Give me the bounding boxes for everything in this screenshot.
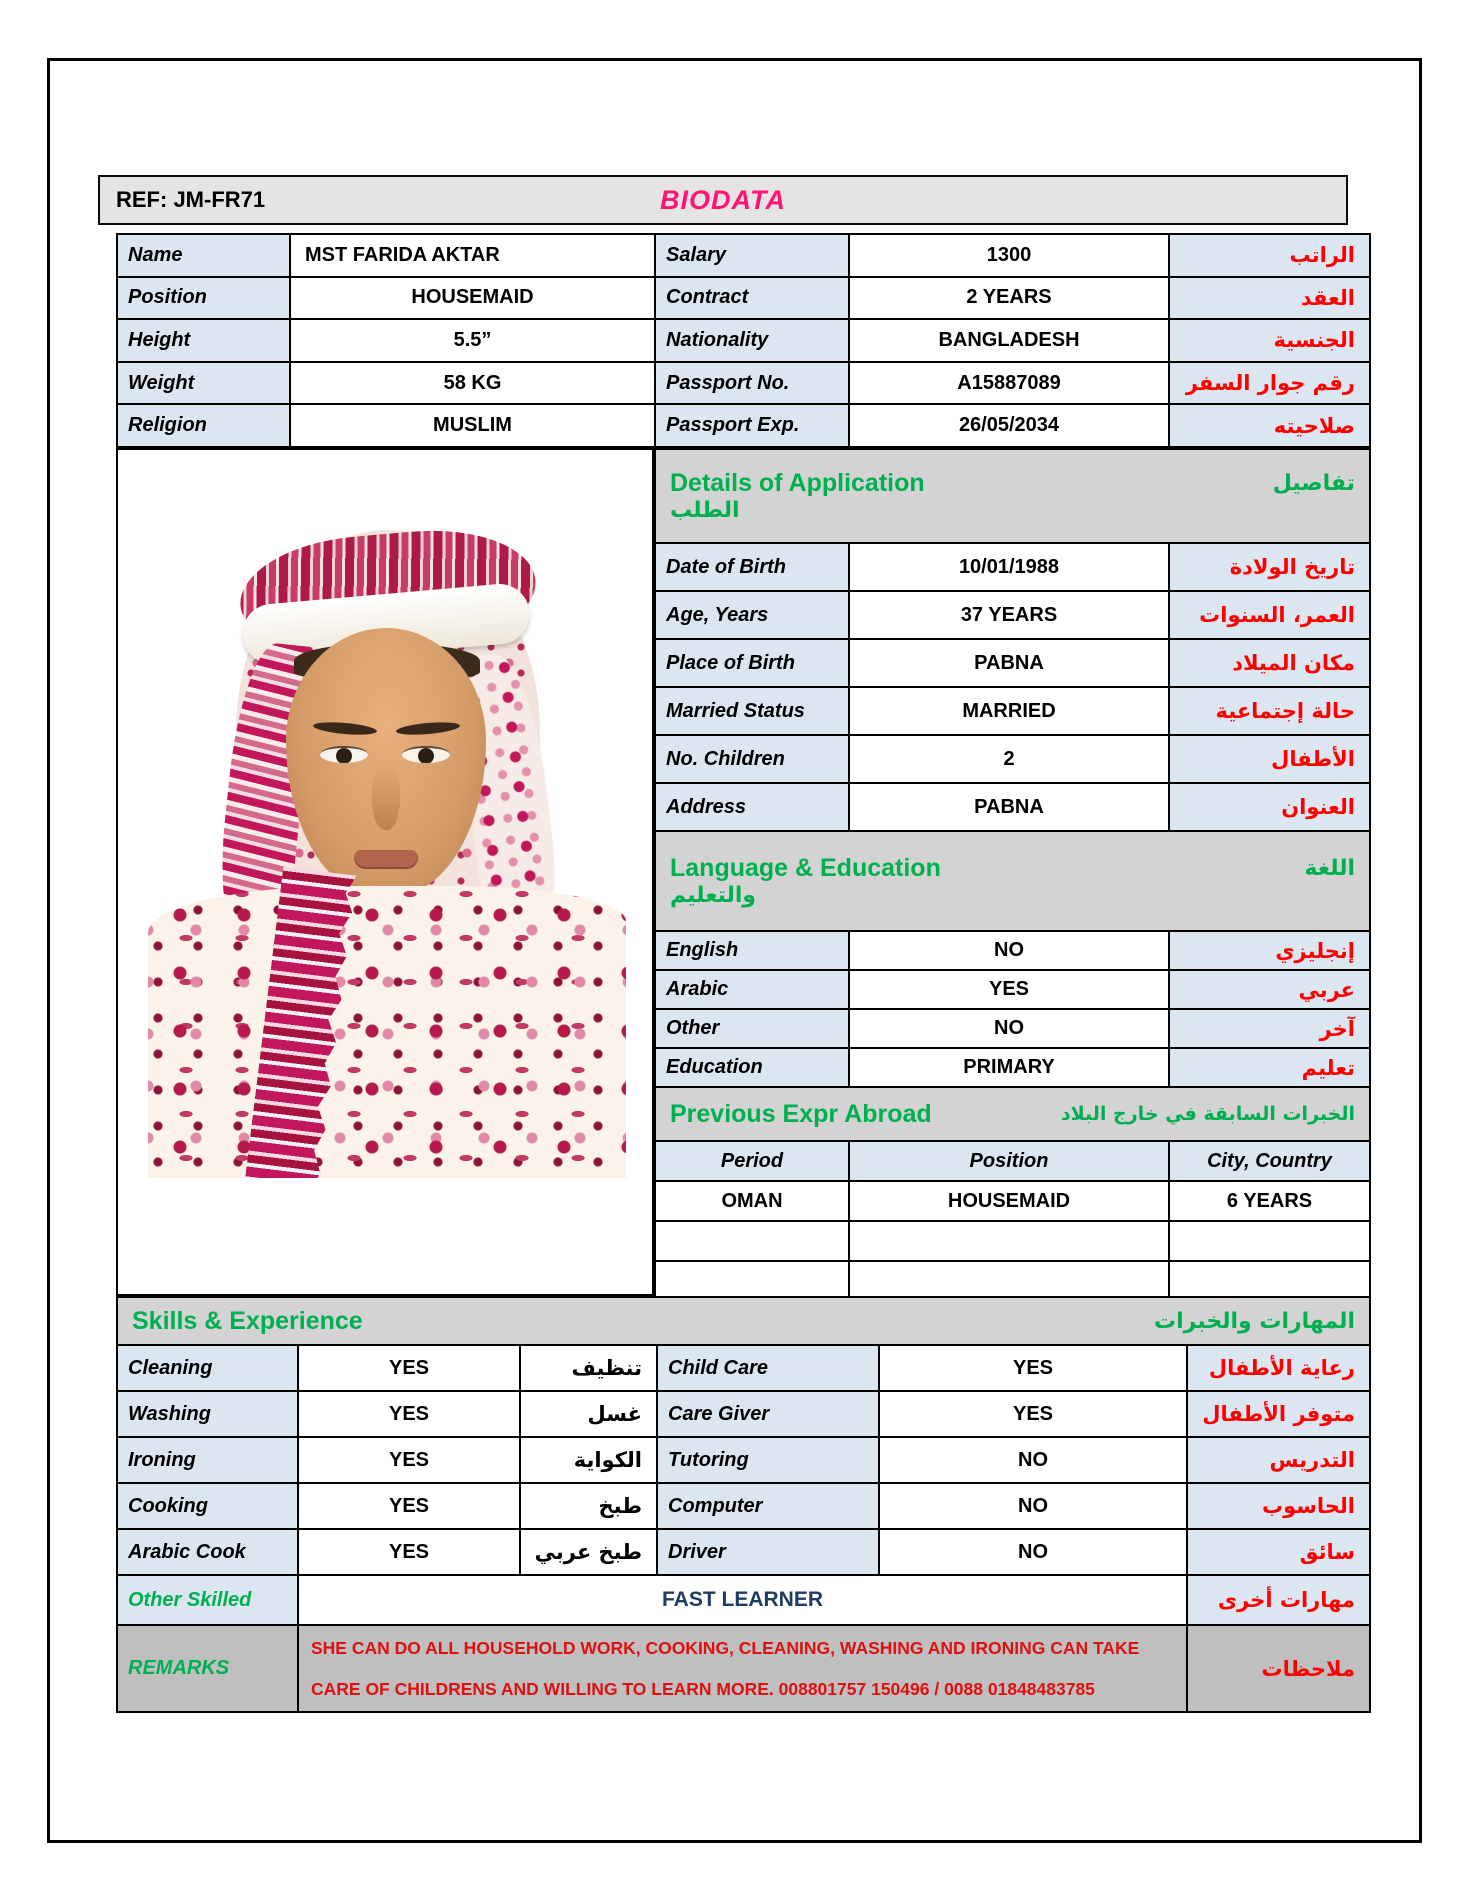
experience-col-city: City, Country: [1170, 1142, 1369, 1180]
experience-section-header: [656, 1088, 1369, 1140]
document-title: BIODATA: [660, 184, 786, 215]
tutoring-arabic-label: التدريس: [1188, 1438, 1369, 1482]
ironing-value: YES: [299, 1438, 519, 1482]
details-section-header: [656, 450, 1369, 542]
birthplace-label: Place of Birth: [656, 640, 848, 686]
details-heading-arabic-line2: الطلب: [670, 498, 740, 523]
care-giver-value: YES: [880, 1392, 1186, 1436]
experience-heading-arabic: الخبرات السابقة في خارج البلاد: [1060, 1103, 1355, 1125]
cooking-label: Cooking: [118, 1484, 297, 1528]
other-skilled-value: FAST LEARNER: [299, 1576, 1186, 1624]
other-language-label: Other: [656, 1010, 848, 1047]
other-language-value: NO: [850, 1010, 1168, 1047]
nationality-label: Nationality: [656, 320, 848, 361]
passport-no-label: Passport No.: [656, 363, 848, 404]
cooking-arabic-label: طبخ: [521, 1484, 656, 1528]
cooking-value: YES: [299, 1484, 519, 1528]
language-section-header: [656, 832, 1369, 930]
remarks-arabic-label: ملاحظات: [1188, 1626, 1369, 1711]
passport-exp-arabic-label: صلاحيته: [1170, 405, 1369, 446]
care-giver-arabic-label: متوفر الأطفال: [1188, 1392, 1369, 1436]
header-bar: [98, 175, 1348, 225]
arabic-cook-value: YES: [299, 1530, 519, 1574]
experience-col-period: Period: [656, 1142, 848, 1180]
salary-value: 1300: [850, 235, 1168, 276]
address-arabic-label: العنوان: [1170, 784, 1369, 830]
experience-heading: Previous Expr Abroad: [670, 1099, 932, 1128]
ironing-arabic-label: الكواية: [521, 1438, 656, 1482]
nationality-arabic-label: الجنسية: [1170, 320, 1369, 361]
contract-arabic-label: العقد: [1170, 278, 1369, 319]
height-value: 5.5”: [291, 320, 654, 361]
passport-exp-label: Passport Exp.: [656, 405, 848, 446]
children-label: No. Children: [656, 736, 848, 782]
address-label: Address: [656, 784, 848, 830]
passport-no-arabic-label: رقم جوار السفر: [1170, 363, 1369, 404]
experience-row-city: [1170, 1222, 1369, 1260]
experience-row-position: [850, 1222, 1168, 1260]
dob-value: 10/01/1988: [850, 544, 1168, 590]
married-status-value: MARRIED: [850, 688, 1168, 734]
english-label: English: [656, 932, 848, 969]
age-arabic-label: العمر، السنوات: [1170, 592, 1369, 638]
language-heading-arabic: اللغة: [1304, 856, 1355, 881]
applicant-photo: [148, 478, 626, 1178]
address-value: PABNA: [850, 784, 1168, 830]
education-value: PRIMARY: [850, 1049, 1168, 1086]
driver-label: Driver: [658, 1530, 878, 1574]
arabic-cook-arabic-label: طبخ عربي: [521, 1530, 656, 1574]
married-status-arabic-label: حالة إجتماعية: [1170, 688, 1369, 734]
tutoring-value: NO: [880, 1438, 1186, 1482]
experience-row-city: [1170, 1262, 1369, 1300]
salary-arabic-label: الراتب: [1170, 235, 1369, 276]
child-care-arabic-label: رعاية الأطفال: [1188, 1346, 1369, 1390]
salary-label: Salary: [656, 235, 848, 276]
child-care-label: Child Care: [658, 1346, 878, 1390]
tutoring-label: Tutoring: [658, 1438, 878, 1482]
document-page: [47, 58, 1422, 1843]
washing-arabic-label: غسل: [521, 1392, 656, 1436]
experience-row-period: OMAN: [656, 1182, 848, 1220]
driver-value: NO: [880, 1530, 1186, 1574]
other-language-arabic-label: آخر: [1170, 1010, 1369, 1047]
photo-eye-left: [320, 746, 368, 763]
experience-col-position: Position: [850, 1142, 1168, 1180]
other-skilled-label: Other Skilled: [118, 1576, 297, 1624]
cleaning-value: YES: [299, 1346, 519, 1390]
age-label: Age, Years: [656, 592, 848, 638]
remarks-label: REMARKS: [118, 1626, 297, 1711]
remarks-line-1: SHE CAN DO ALL HOUSEHOLD WORK, COOKING, CLEANING, WASHING AND IRONING CAN TAKE: [311, 1637, 1140, 1658]
dob-arabic-label: تاريخ الولادة: [1170, 544, 1369, 590]
name-label: Name: [118, 235, 289, 276]
birthplace-value: PABNA: [850, 640, 1168, 686]
education-label: Education: [656, 1049, 848, 1086]
language-heading: Language & Education: [670, 854, 941, 882]
experience-row-period: [656, 1222, 848, 1260]
arabic-value: YES: [850, 971, 1168, 1008]
position-label: Position: [118, 278, 289, 319]
photo-iris-right: [418, 748, 434, 763]
dob-label: Date of Birth: [656, 544, 848, 590]
children-arabic-label: الأطفال: [1170, 736, 1369, 782]
age-value: 37 YEARS: [850, 592, 1168, 638]
height-label: Height: [118, 320, 289, 361]
experience-row-position: [850, 1262, 1168, 1300]
ironing-label: Ironing: [118, 1438, 297, 1482]
washing-value: YES: [299, 1392, 519, 1436]
personal-info-table: [116, 233, 1371, 448]
photo-iris-left: [336, 748, 352, 763]
photo-nose: [372, 764, 400, 830]
other-skilled-arabic-label: مهارات أخرى: [1188, 1576, 1369, 1624]
reference-number: REF: JM-FR71: [116, 187, 266, 212]
married-status-label: Married Status: [656, 688, 848, 734]
photo-eye-right: [402, 746, 450, 763]
photo-lips: [354, 850, 418, 869]
skills-section-header: [118, 1298, 1369, 1344]
details-heading-arabic: تفاصيل: [1272, 471, 1355, 496]
education-arabic-label: تعليم: [1170, 1049, 1369, 1086]
computer-label: Computer: [658, 1484, 878, 1528]
driver-arabic-label: سائق: [1188, 1530, 1369, 1574]
cleaning-arabic-label: تنظيف: [521, 1346, 656, 1390]
religion-label: Religion: [118, 405, 289, 446]
position-value: HOUSEMAID: [291, 278, 654, 319]
remarks-text: [299, 1626, 1186, 1711]
english-arabic-label: إنجليزي: [1170, 932, 1369, 969]
remarks-line-2: CARE OF CHILDRENS AND WILLING TO LEARN MORE. 008801757 150496 / 0088 01848483785: [311, 1678, 1095, 1699]
application-details-table: [654, 448, 1371, 1296]
computer-arabic-label: الحاسوب: [1188, 1484, 1369, 1528]
passport-no-value: A15887089: [850, 363, 1168, 404]
birthplace-arabic-label: مكان الميلاد: [1170, 640, 1369, 686]
nationality-value: BANGLADESH: [850, 320, 1168, 361]
religion-value: MUSLIM: [291, 405, 654, 446]
arabic-arabic-label: عربي: [1170, 971, 1369, 1008]
details-heading: Details of Application: [670, 469, 925, 497]
language-heading-arabic-line2: والتعليم: [670, 883, 757, 908]
experience-row-position: HOUSEMAID: [850, 1182, 1168, 1220]
passport-exp-value: 26/05/2034: [850, 405, 1168, 446]
skills-table: [116, 1296, 1371, 1713]
name-value: MST FARIDA AKTAR: [291, 235, 654, 276]
skills-heading: Skills & Experience: [132, 1306, 363, 1335]
washing-label: Washing: [118, 1392, 297, 1436]
weight-value: 58 KG: [291, 363, 654, 404]
children-value: 2: [850, 736, 1168, 782]
english-value: NO: [850, 932, 1168, 969]
care-giver-label: Care Giver: [658, 1392, 878, 1436]
computer-value: NO: [880, 1484, 1186, 1528]
skills-heading-arabic: المهارات والخبرات: [1154, 1308, 1355, 1334]
experience-row-city: 6 YEARS: [1170, 1182, 1369, 1220]
photo-cell: [116, 448, 654, 1296]
arabic-cook-label: Arabic Cook: [118, 1530, 297, 1574]
contract-value: 2 YEARS: [850, 278, 1168, 319]
photo-shawl: [148, 886, 626, 1178]
contract-label: Contract: [656, 278, 848, 319]
arabic-label: Arabic: [656, 971, 848, 1008]
cleaning-label: Cleaning: [118, 1346, 297, 1390]
weight-label: Weight: [118, 363, 289, 404]
child-care-value: YES: [880, 1346, 1186, 1390]
experience-row-period: [656, 1262, 848, 1300]
